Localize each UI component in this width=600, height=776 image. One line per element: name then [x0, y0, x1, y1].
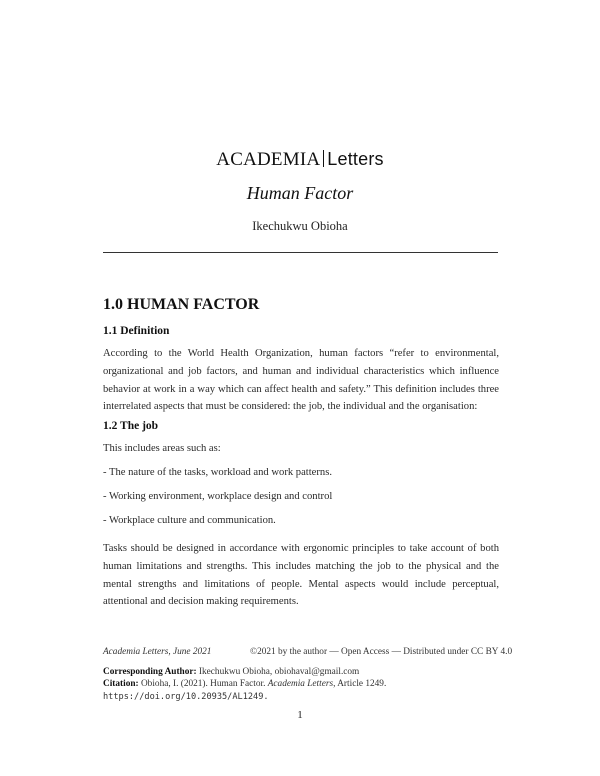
list-item: - Working environment, workplace design and control: [103, 491, 333, 502]
citation-journal: Academia Letters: [267, 679, 334, 689]
doi-link[interactable]: https://doi.org/10.20935/AL1249.: [103, 692, 269, 702]
citation: [103, 679, 386, 689]
citation-suffix: , Article 1249.: [333, 679, 387, 689]
journal-brand: [0, 149, 600, 171]
corresponding-author: [103, 667, 359, 677]
section-heading-human-factor: 1.0 HUMAN FACTOR: [103, 296, 260, 313]
citation-label: Citation:: [103, 679, 139, 689]
page-number: 1: [297, 709, 303, 721]
subsection-heading-definition: 1.1 Definition: [103, 325, 170, 337]
brand-separator: [323, 150, 324, 167]
title-divider: [103, 252, 498, 253]
subsection-heading-job: 1.2 The job: [103, 420, 159, 432]
list-item: - Workplace culture and communication.: [103, 515, 276, 526]
corresponding-author-value: Ikechukwu Obioha, obiohaval@gmail.com: [198, 667, 360, 677]
definition-paragraph: According to the World Health Organization, human factors “refer to environmental, organizational and job factors, and human and individual characteristics which influence behavior at work in a way which can affect health and safety.” This definition includes three interrelated aspects that must be considered: the job, the individual and the organisation:: [103, 348, 499, 413]
paper-title: Human Factor: [246, 183, 354, 203]
paper-author: Ikechukwu Obioha: [252, 219, 348, 233]
job-intro: This includes areas such as:: [103, 443, 221, 454]
brand-letters: Letters: [327, 149, 384, 169]
tasks-paragraph: Tasks should be designed in accordance with ergonomic principles to take account of both human limitations and strengths. This includes matching the job to the physical and the mental strengths and limitations of people. Mental aspects would include perceptual, attentional and decision making requirements.: [103, 543, 499, 608]
corresponding-author-label: Corresponding Author:: [103, 667, 197, 677]
brand-academia: ACADEMIA: [216, 149, 321, 170]
list-item: - The nature of the tasks, workload and work patterns.: [103, 467, 332, 478]
footer-license: ©2021 by the author — Open Access — Distributed under CC BY 4.0: [250, 647, 513, 657]
citation-prefix: Obioha, I. (2021). Human Factor.: [140, 679, 266, 689]
footer-journal-date: Academia Letters, June 2021: [103, 647, 212, 657]
